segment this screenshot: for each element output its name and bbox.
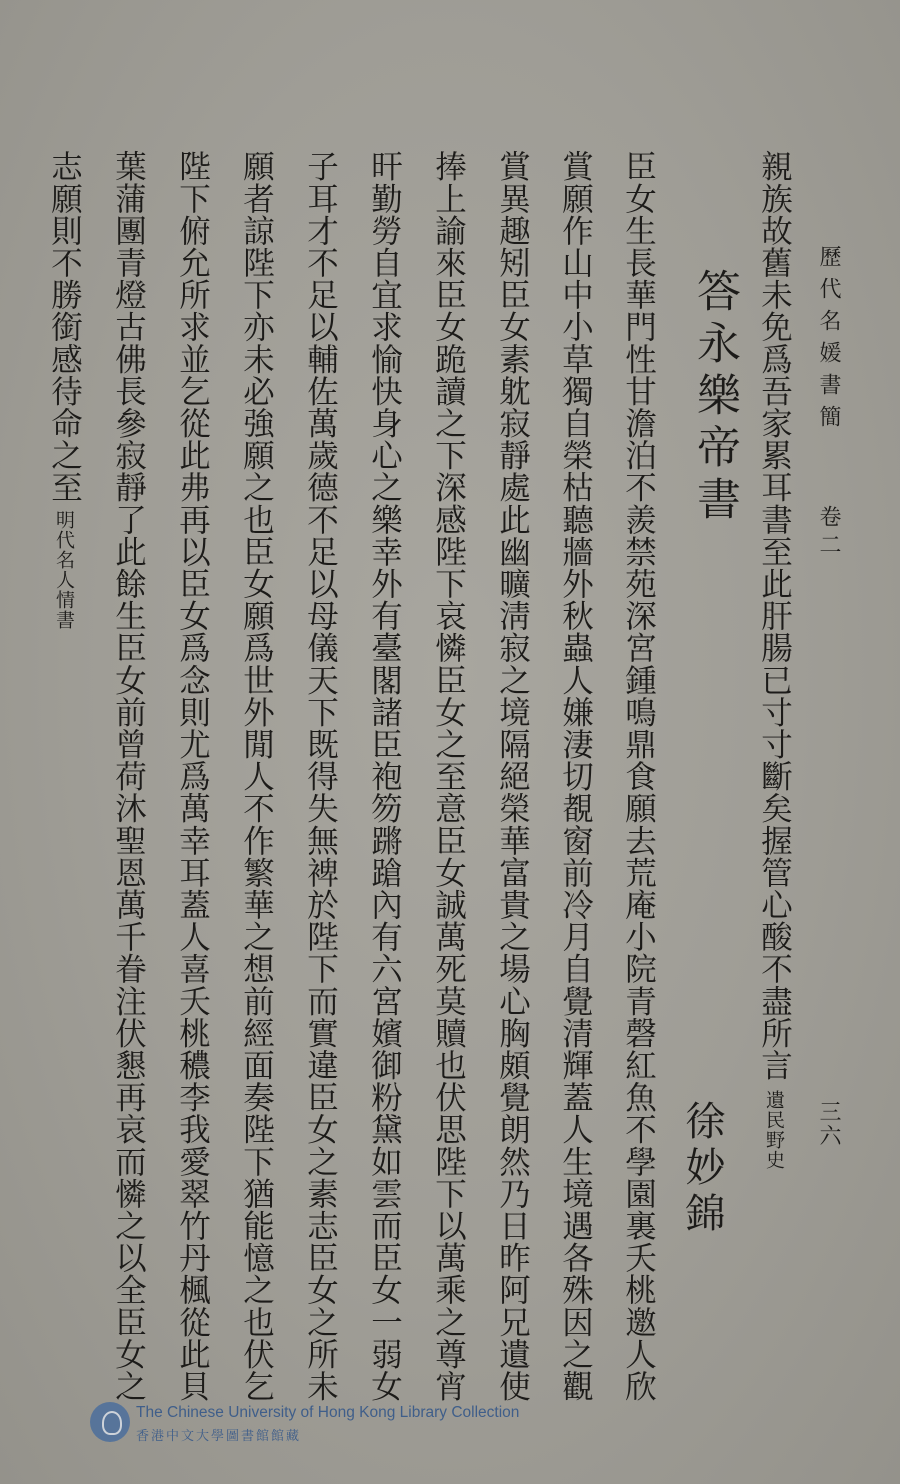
watermark-english: The Chinese University of Hong Kong Library Collection <box>136 1404 520 1421</box>
body-column: 陛下俯允所求並乞從此弗再以臣女爲念則尤爲萬幸耳蓋人喜夭桃穠李我愛翠竹丹楓從此貝 <box>174 150 211 1402</box>
watermark-chinese: 香港中文大學圖書館館藏 <box>136 1429 302 1444</box>
previous-letter-signature: 遺民野史 <box>763 1090 785 1170</box>
body-column: 葉蒲團青燈古佛長參寂靜了此餘生臣女前曾荷沐聖恩萬千眷注伏懇再哀而憐之以全臣女之 <box>110 150 147 1402</box>
body-column: 臣女生長華門性甘澹泊不羨禁苑深宮鍾鳴鼎食願去荒庵小院青磬紅魚不學園裏夭桃邀人欣 <box>620 150 657 1402</box>
library-logo-icon <box>90 1402 130 1442</box>
body-column: 捧上諭來臣女跪讀之下深感陛下哀憐臣女之至意臣女誠萬死莫贖也伏思陛下以萬乘之尊宵 <box>430 150 467 1402</box>
letter-title: 答永樂帝書 <box>689 268 740 528</box>
previous-letter-closing: 親族故舊未免爲吾家累耳書至此肝腸已寸寸斷矣握管心酸不盡所言 <box>756 150 793 1081</box>
body-column: 志願則不勝銜感待命之至 <box>46 150 83 504</box>
letter-author: 徐妙錦 <box>679 1100 725 1238</box>
body-column: 旰勤勞自宜求愉快身心之樂幸外有臺閣諸臣袍笏蹡蹌內有六宮嬪御粉黛如雲而臣女一弱女 <box>366 150 403 1402</box>
library-watermark <box>90 1400 550 1448</box>
page-number: 三六 <box>816 1100 841 1148</box>
body-column: 願者諒陛下亦未必強願之也臣女願爲世外閒人不作繁華之想前經面奏陛下猶能憶之也伏乞 <box>238 150 275 1402</box>
body-column: 賞願作山中小草獨自榮枯聽牆外秋蟲人嫌淒切覩窗前冷月自覺清輝蓋人生境遇各殊因之觀 <box>557 150 594 1402</box>
source-note: 明代名人情書 <box>53 510 75 630</box>
running-header-book-title: 歷代名媛書簡 <box>816 245 841 437</box>
body-column: 子耳才不足以輔佐萬歲德不足以母儀天下既得失無裨於陛下而實違臣女之素志臣女之所未 <box>302 150 339 1402</box>
running-header-volume: 卷二 <box>816 505 841 561</box>
body-column: 賞異趣矧臣女素躭寂靜處此幽曠淸寂之境隔絕榮華富貴之場心胸頗覺朗然乃日昨阿兄遺使 <box>494 150 531 1402</box>
